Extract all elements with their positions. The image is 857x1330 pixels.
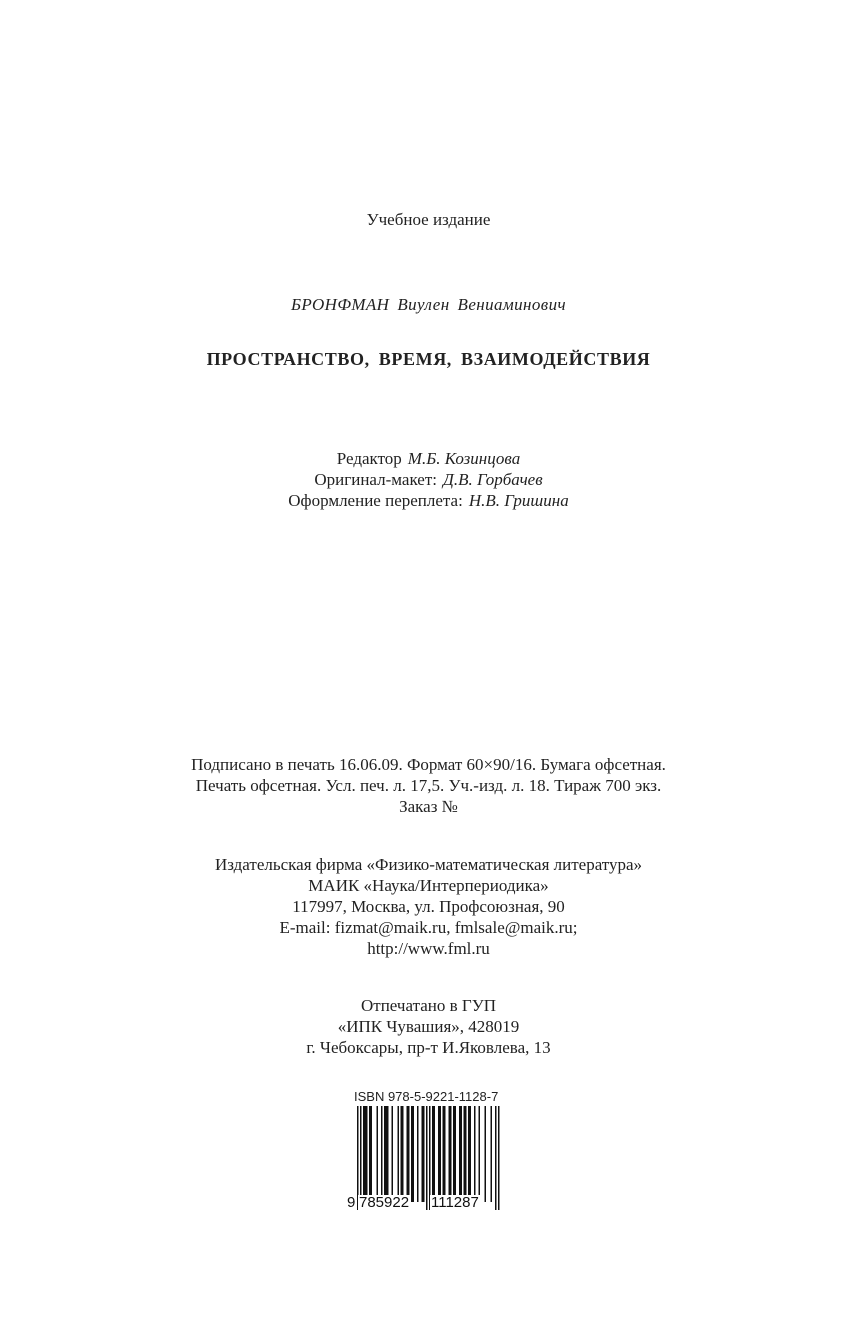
barcode-bar	[443, 1106, 445, 1202]
author-surname: БРОНФМАН	[291, 295, 390, 314]
barcode-bar	[455, 1106, 457, 1202]
barcode-bar	[401, 1106, 403, 1202]
barcode-bar	[450, 1106, 452, 1202]
publisher-line-1: Издательская фирма «Физико-математическая литература»	[214, 855, 643, 874]
publisher-line-2: МАИК «Наука/Интерпериодика»	[308, 876, 549, 895]
barcode-bar	[407, 1106, 409, 1202]
barcode-bar	[449, 1106, 451, 1202]
publisher-email: E-mail: fizmat@maik.ru, fmlsale@maik.ru;	[279, 918, 578, 937]
barcode-bar	[387, 1106, 389, 1202]
barcode-bar	[386, 1106, 388, 1202]
printer-line-1: Отпечатано в ГУП	[360, 996, 497, 1015]
edition-type: Учебное издание	[366, 210, 491, 229]
credit-binding-design	[0, 490, 857, 511]
barcode-bar	[408, 1106, 410, 1202]
barcode-bar	[444, 1106, 446, 1202]
barcode-bar	[434, 1106, 436, 1202]
barcode-bar	[479, 1106, 481, 1202]
book-title: ПРОСТРАНСТВО, ВРЕМЯ, ВЗАИМОДЕЙСТВИЯ	[206, 349, 651, 369]
barcode-bar	[438, 1106, 440, 1202]
barcode-bar	[468, 1106, 470, 1202]
printer-address: г. Чебоксары, пр-т И.Яковлева, 13	[306, 1038, 551, 1057]
publisher-website: http://www.fml.ru	[367, 939, 490, 958]
barcode-bar	[459, 1106, 461, 1202]
barcode-bar	[440, 1106, 442, 1202]
barcode-bar	[474, 1106, 476, 1202]
credit-name: Д.В. Горбачев	[443, 470, 543, 489]
barcode-bar	[398, 1106, 400, 1202]
author-name	[0, 294, 857, 315]
credit-layout	[0, 469, 857, 490]
barcode-digits-left: 785922	[359, 1194, 410, 1211]
barcode-bar	[423, 1106, 425, 1202]
barcode-bar	[371, 1106, 373, 1202]
barcode-bar	[465, 1106, 467, 1202]
barcode-bar	[426, 1106, 428, 1210]
print-info-line-2: Печать офсетная. Усл. печ. л. 17,5. Уч.-изд. л. 18. Тираж 700 экз.	[195, 776, 662, 795]
author-first-name: Виулен	[397, 295, 450, 314]
credit-editor	[0, 448, 857, 469]
barcode-bar	[381, 1106, 383, 1202]
barcode-bar	[363, 1106, 365, 1202]
credit-role: Оригинал-макет:	[314, 470, 437, 489]
credit-role: Редактор	[336, 449, 402, 468]
barcode-bar	[498, 1106, 500, 1210]
barcode-bar	[461, 1106, 463, 1202]
author-patronymic: Вениаминович	[457, 295, 566, 314]
barcode-bar	[432, 1106, 434, 1202]
barcode-bar	[422, 1106, 424, 1202]
publisher-address: 117997, Москва, ул. Профсоюзная, 90	[292, 897, 565, 916]
credit-name: Н.В. Гришина	[468, 491, 569, 510]
barcode-bar	[365, 1106, 367, 1202]
credit-name: М.Б. Козинцова	[407, 449, 521, 468]
barcode-bar	[417, 1106, 419, 1202]
credit-role: Оформление переплета:	[288, 491, 463, 510]
barcode-bar	[411, 1106, 413, 1202]
barcode-digit-first: 9	[347, 1194, 356, 1211]
barcode-bar	[453, 1106, 455, 1202]
print-info-line-1: Подписано в печать 16.06.09. Формат 60×90/16. Бумага офсетная.	[191, 755, 666, 774]
barcode-bar	[491, 1106, 493, 1202]
barcode-bar	[384, 1106, 386, 1202]
barcode-bar	[402, 1106, 404, 1202]
barcode-bar	[470, 1106, 472, 1202]
barcode-bar	[464, 1106, 466, 1202]
barcode-digits-right: 111287	[431, 1194, 479, 1211]
barcode-bar	[392, 1106, 394, 1202]
barcode-bar	[413, 1106, 415, 1202]
barcode-bar	[377, 1106, 379, 1202]
barcode-bar	[495, 1106, 497, 1210]
barcode-bar	[485, 1106, 487, 1202]
order-number: Заказ №	[399, 797, 458, 816]
barcode-bar	[369, 1106, 371, 1202]
isbn-label: ISBN 978-5-9221-1128-7	[354, 1089, 499, 1104]
printer-line-2: «ИПК Чувашия», 428019	[337, 1017, 520, 1036]
barcode-bar	[366, 1106, 368, 1202]
